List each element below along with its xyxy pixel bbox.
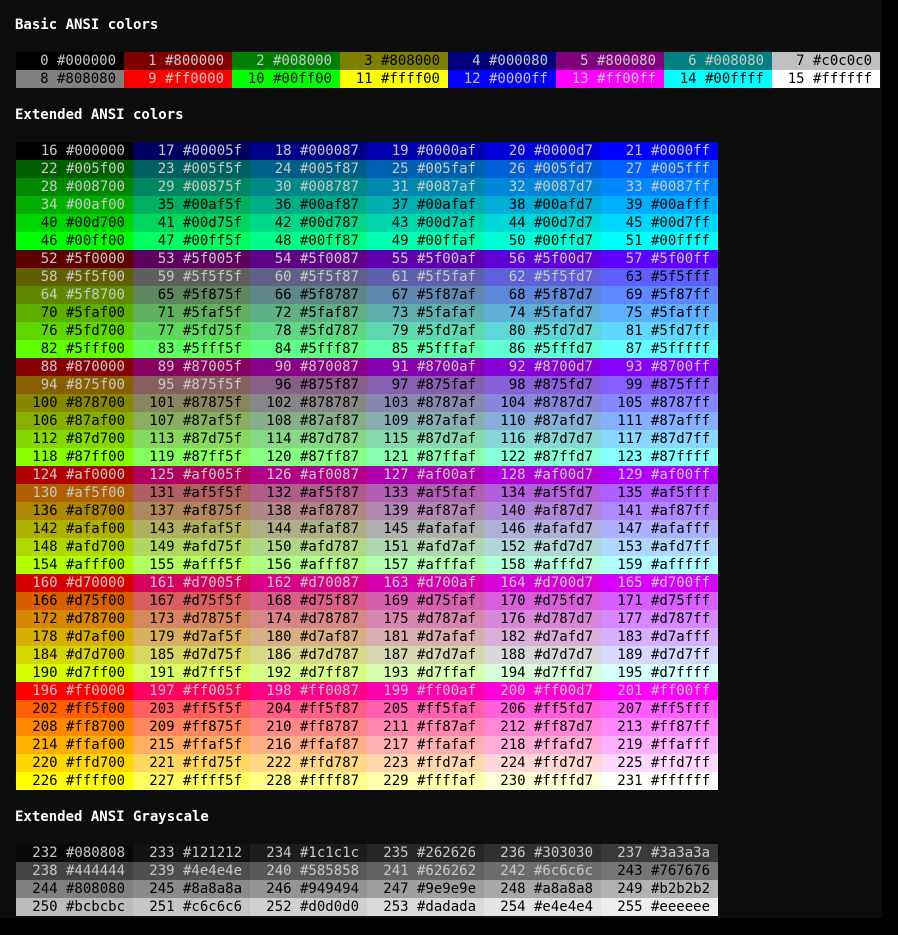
color-cell-228: 228 #ffff87 bbox=[250, 772, 367, 790]
color-cell-150: 150 #afd787 bbox=[250, 538, 367, 556]
color-cell-54: 54 #5f0087 bbox=[250, 250, 367, 268]
color-cell-25: 25 #005faf bbox=[367, 160, 484, 178]
color-cell-153: 153 #afd7ff bbox=[601, 538, 718, 556]
color-cell-90: 90 #870087 bbox=[250, 358, 367, 376]
color-cell-88: 88 #870000 bbox=[16, 358, 133, 376]
color-cell-210: 210 #ff8787 bbox=[250, 718, 367, 736]
color-cell-27: 27 #005fff bbox=[601, 160, 718, 178]
color-cell-103: 103 #8787af bbox=[367, 394, 484, 412]
color-cell-146: 146 #afafd7 bbox=[484, 520, 601, 538]
color-cell-123: 123 #87ffff bbox=[601, 448, 718, 466]
color-cell-138: 138 #af8787 bbox=[250, 502, 367, 520]
color-cell-202: 202 #ff5f00 bbox=[16, 700, 133, 718]
color-cell-248: 248 #a8a8a8 bbox=[484, 880, 601, 898]
color-cell-55: 55 #5f00af bbox=[367, 250, 484, 268]
color-cell-18: 18 #000087 bbox=[250, 142, 367, 160]
color-cell-162: 162 #d70087 bbox=[250, 574, 367, 592]
color-cell-179: 179 #d7af5f bbox=[133, 628, 250, 646]
color-cell-127: 127 #af00af bbox=[367, 466, 484, 484]
color-cell-250: 250 #bcbcbc bbox=[16, 898, 133, 916]
color-cell-12: 12 #0000ff bbox=[448, 70, 556, 88]
color-cell-221: 221 #ffd75f bbox=[133, 754, 250, 772]
color-cell-167: 167 #d75f5f bbox=[133, 592, 250, 610]
color-cell-245: 245 #8a8a8a bbox=[133, 880, 250, 898]
color-cell-246: 246 #949494 bbox=[250, 880, 367, 898]
color-cell-102: 102 #878787 bbox=[250, 394, 367, 412]
color-cell-33: 33 #0087ff bbox=[601, 178, 718, 196]
color-cell-189: 189 #d7d7ff bbox=[601, 646, 718, 664]
color-cell-130: 130 #af5f00 bbox=[16, 484, 133, 502]
color-cell-217: 217 #ffafaf bbox=[367, 736, 484, 754]
color-cell-28: 28 #008700 bbox=[16, 178, 133, 196]
color-cell-10: 10 #00ff00 bbox=[232, 70, 340, 88]
color-cell-172: 172 #d78700 bbox=[16, 610, 133, 628]
color-cell-114: 114 #87d787 bbox=[250, 430, 367, 448]
color-cell-21: 21 #0000ff bbox=[601, 142, 718, 160]
color-cell-231: 231 #ffffff bbox=[601, 772, 718, 790]
color-cell-68: 68 #5f87d7 bbox=[484, 286, 601, 304]
color-cell-71: 71 #5faf5f bbox=[133, 304, 250, 322]
color-cell-160: 160 #d70000 bbox=[16, 574, 133, 592]
color-cell-17: 17 #00005f bbox=[133, 142, 250, 160]
color-cell-145: 145 #afafaf bbox=[367, 520, 484, 538]
color-cell-82: 82 #5fff00 bbox=[16, 340, 133, 358]
color-cell-134: 134 #af5fd7 bbox=[484, 484, 601, 502]
basic-colors-heading: Basic ANSI colors bbox=[15, 17, 159, 33]
color-cell-169: 169 #d75faf bbox=[367, 592, 484, 610]
color-cell-237: 237 #3a3a3a bbox=[601, 844, 718, 862]
color-cell-75: 75 #5fafff bbox=[601, 304, 718, 322]
color-cell-142: 142 #afaf00 bbox=[16, 520, 133, 538]
color-cell-77: 77 #5fd75f bbox=[133, 322, 250, 340]
color-cell-48: 48 #00ff87 bbox=[250, 232, 367, 250]
color-cell-226: 226 #ffff00 bbox=[16, 772, 133, 790]
color-cell-120: 120 #87ff87 bbox=[250, 448, 367, 466]
color-cell-147: 147 #afafff bbox=[601, 520, 718, 538]
color-cell-173: 173 #d7875f bbox=[133, 610, 250, 628]
color-cell-110: 110 #87afd7 bbox=[484, 412, 601, 430]
color-cell-235: 235 #262626 bbox=[367, 844, 484, 862]
color-cell-121: 121 #87ffaf bbox=[367, 448, 484, 466]
color-cell-9: 9 #ff0000 bbox=[124, 70, 232, 88]
color-cell-98: 98 #875fd7 bbox=[484, 376, 601, 394]
color-cell-60: 60 #5f5f87 bbox=[250, 268, 367, 286]
color-cell-94: 94 #875f00 bbox=[16, 376, 133, 394]
color-cell-214: 214 #ffaf00 bbox=[16, 736, 133, 754]
color-cell-78: 78 #5fd787 bbox=[250, 322, 367, 340]
color-cell-42: 42 #00d787 bbox=[250, 214, 367, 232]
color-cell-70: 70 #5faf00 bbox=[16, 304, 133, 322]
color-cell-76: 76 #5fd700 bbox=[16, 322, 133, 340]
color-cell-229: 229 #ffffaf bbox=[367, 772, 484, 790]
color-cell-111: 111 #87afff bbox=[601, 412, 718, 430]
color-cell-156: 156 #afff87 bbox=[250, 556, 367, 574]
color-cell-252: 252 #d0d0d0 bbox=[250, 898, 367, 916]
color-cell-83: 83 #5fff5f bbox=[133, 340, 250, 358]
color-cell-49: 49 #00ffaf bbox=[367, 232, 484, 250]
color-cell-61: 61 #5f5faf bbox=[367, 268, 484, 286]
color-cell-182: 182 #d7afd7 bbox=[484, 628, 601, 646]
color-cell-230: 230 #ffffd7 bbox=[484, 772, 601, 790]
color-cell-238: 238 #444444 bbox=[16, 862, 133, 880]
color-cell-164: 164 #d700d7 bbox=[484, 574, 601, 592]
color-cell-205: 205 #ff5faf bbox=[367, 700, 484, 718]
extended-colors-heading: Extended ANSI colors bbox=[15, 107, 184, 123]
color-cell-107: 107 #87af5f bbox=[133, 412, 250, 430]
color-cell-91: 91 #8700af bbox=[367, 358, 484, 376]
color-cell-56: 56 #5f00d7 bbox=[484, 250, 601, 268]
color-cell-36: 36 #00af87 bbox=[250, 196, 367, 214]
color-cell-181: 181 #d7afaf bbox=[367, 628, 484, 646]
color-cell-212: 212 #ff87d7 bbox=[484, 718, 601, 736]
color-cell-201: 201 #ff00ff bbox=[601, 682, 718, 700]
color-cell-87: 87 #5fffff bbox=[601, 340, 718, 358]
color-cell-3: 3 #808000 bbox=[340, 52, 448, 70]
color-cell-129: 129 #af00ff bbox=[601, 466, 718, 484]
color-cell-108: 108 #87af87 bbox=[250, 412, 367, 430]
color-cell-7: 7 #c0c0c0 bbox=[772, 52, 880, 70]
color-cell-24: 24 #005f87 bbox=[250, 160, 367, 178]
color-cell-0: 0 #000000 bbox=[16, 52, 124, 70]
color-cell-104: 104 #8787d7 bbox=[484, 394, 601, 412]
color-cell-106: 106 #87af00 bbox=[16, 412, 133, 430]
color-cell-180: 180 #d7af87 bbox=[250, 628, 367, 646]
color-cell-124: 124 #af0000 bbox=[16, 466, 133, 484]
color-cell-203: 203 #ff5f5f bbox=[133, 700, 250, 718]
color-cell-144: 144 #afaf87 bbox=[250, 520, 367, 538]
color-cell-23: 23 #005f5f bbox=[133, 160, 250, 178]
color-cell-199: 199 #ff00af bbox=[367, 682, 484, 700]
color-cell-11: 11 #ffff00 bbox=[340, 70, 448, 88]
color-cell-20: 20 #0000d7 bbox=[484, 142, 601, 160]
color-cell-122: 122 #87ffd7 bbox=[484, 448, 601, 466]
color-cell-113: 113 #87d75f bbox=[133, 430, 250, 448]
color-cell-72: 72 #5faf87 bbox=[250, 304, 367, 322]
color-cell-157: 157 #afffaf bbox=[367, 556, 484, 574]
color-cell-137: 137 #af875f bbox=[133, 502, 250, 520]
color-cell-209: 209 #ff875f bbox=[133, 718, 250, 736]
color-cell-5: 5 #800080 bbox=[556, 52, 664, 70]
color-cell-44: 44 #00d7d7 bbox=[484, 214, 601, 232]
color-cell-200: 200 #ff00d7 bbox=[484, 682, 601, 700]
color-cell-84: 84 #5fff87 bbox=[250, 340, 367, 358]
color-cell-133: 133 #af5faf bbox=[367, 484, 484, 502]
color-cell-155: 155 #afff5f bbox=[133, 556, 250, 574]
color-cell-131: 131 #af5f5f bbox=[133, 484, 250, 502]
color-cell-95: 95 #875f5f bbox=[133, 376, 250, 394]
color-cell-80: 80 #5fd7d7 bbox=[484, 322, 601, 340]
color-cell-213: 213 #ff87ff bbox=[601, 718, 718, 736]
color-cell-174: 174 #d78787 bbox=[250, 610, 367, 628]
color-cell-57: 57 #5f00ff bbox=[601, 250, 718, 268]
color-cell-225: 225 #ffd7ff bbox=[601, 754, 718, 772]
color-cell-218: 218 #ffafd7 bbox=[484, 736, 601, 754]
color-cell-53: 53 #5f005f bbox=[133, 250, 250, 268]
color-cell-215: 215 #ffaf5f bbox=[133, 736, 250, 754]
color-cell-187: 187 #d7d7af bbox=[367, 646, 484, 664]
color-cell-31: 31 #0087af bbox=[367, 178, 484, 196]
color-cell-227: 227 #ffff5f bbox=[133, 772, 250, 790]
color-cell-243: 243 #767676 bbox=[601, 862, 718, 880]
color-cell-176: 176 #d787d7 bbox=[484, 610, 601, 628]
color-cell-38: 38 #00afd7 bbox=[484, 196, 601, 214]
color-cell-223: 223 #ffd7af bbox=[367, 754, 484, 772]
color-cell-188: 188 #d7d7d7 bbox=[484, 646, 601, 664]
color-cell-29: 29 #00875f bbox=[133, 178, 250, 196]
color-cell-117: 117 #87d7ff bbox=[601, 430, 718, 448]
color-cell-249: 249 #b2b2b2 bbox=[601, 880, 718, 898]
color-cell-161: 161 #d7005f bbox=[133, 574, 250, 592]
color-cell-208: 208 #ff8700 bbox=[16, 718, 133, 736]
color-cell-64: 64 #5f8700 bbox=[16, 286, 133, 304]
color-cell-194: 194 #d7ffd7 bbox=[484, 664, 601, 682]
color-cell-74: 74 #5fafd7 bbox=[484, 304, 601, 322]
color-cell-216: 216 #ffaf87 bbox=[250, 736, 367, 754]
color-cell-185: 185 #d7d75f bbox=[133, 646, 250, 664]
color-cell-43: 43 #00d7af bbox=[367, 214, 484, 232]
color-cell-86: 86 #5fffd7 bbox=[484, 340, 601, 358]
color-cell-19: 19 #0000af bbox=[367, 142, 484, 160]
color-cell-219: 219 #ffafff bbox=[601, 736, 718, 754]
color-cell-50: 50 #00ffd7 bbox=[484, 232, 601, 250]
color-cell-1: 1 #800000 bbox=[124, 52, 232, 70]
color-cell-116: 116 #87d7d7 bbox=[484, 430, 601, 448]
color-cell-39: 39 #00afff bbox=[601, 196, 718, 214]
color-cell-143: 143 #afaf5f bbox=[133, 520, 250, 538]
color-cell-34: 34 #00af00 bbox=[16, 196, 133, 214]
color-cell-163: 163 #d700af bbox=[367, 574, 484, 592]
color-cell-16: 16 #000000 bbox=[16, 142, 133, 160]
color-cell-47: 47 #00ff5f bbox=[133, 232, 250, 250]
color-cell-62: 62 #5f5fd7 bbox=[484, 268, 601, 286]
color-cell-234: 234 #1c1c1c bbox=[250, 844, 367, 862]
color-cell-67: 67 #5f87af bbox=[367, 286, 484, 304]
color-cell-2: 2 #008000 bbox=[232, 52, 340, 70]
color-cell-186: 186 #d7d787 bbox=[250, 646, 367, 664]
color-cell-41: 41 #00d75f bbox=[133, 214, 250, 232]
color-cell-255: 255 #eeeeee bbox=[601, 898, 718, 916]
color-cell-171: 171 #d75fff bbox=[601, 592, 718, 610]
color-cell-140: 140 #af87d7 bbox=[484, 502, 601, 520]
color-cell-125: 125 #af005f bbox=[133, 466, 250, 484]
color-cell-151: 151 #afd7af bbox=[367, 538, 484, 556]
color-cell-132: 132 #af5f87 bbox=[250, 484, 367, 502]
color-cell-233: 233 #121212 bbox=[133, 844, 250, 862]
color-cell-37: 37 #00afaf bbox=[367, 196, 484, 214]
color-cell-253: 253 #dadada bbox=[367, 898, 484, 916]
color-cell-14: 14 #00ffff bbox=[664, 70, 772, 88]
color-cell-30: 30 #008787 bbox=[250, 178, 367, 196]
color-cell-251: 251 #c6c6c6 bbox=[133, 898, 250, 916]
color-cell-118: 118 #87ff00 bbox=[16, 448, 133, 466]
color-cell-148: 148 #afd700 bbox=[16, 538, 133, 556]
color-cell-22: 22 #005f00 bbox=[16, 160, 133, 178]
color-cell-178: 178 #d7af00 bbox=[16, 628, 133, 646]
color-cell-184: 184 #d7d700 bbox=[16, 646, 133, 664]
color-cell-207: 207 #ff5fff bbox=[601, 700, 718, 718]
color-cell-193: 193 #d7ffaf bbox=[367, 664, 484, 682]
color-cell-26: 26 #005fd7 bbox=[484, 160, 601, 178]
color-cell-241: 241 #626262 bbox=[367, 862, 484, 880]
color-cell-115: 115 #87d7af bbox=[367, 430, 484, 448]
color-cell-195: 195 #d7ffff bbox=[601, 664, 718, 682]
color-cell-40: 40 #00d700 bbox=[16, 214, 133, 232]
color-cell-166: 166 #d75f00 bbox=[16, 592, 133, 610]
color-cell-136: 136 #af8700 bbox=[16, 502, 133, 520]
color-cell-32: 32 #0087d7 bbox=[484, 178, 601, 196]
color-cell-4: 4 #000080 bbox=[448, 52, 556, 70]
color-cell-85: 85 #5fffaf bbox=[367, 340, 484, 358]
color-cell-139: 139 #af87af bbox=[367, 502, 484, 520]
color-cell-46: 46 #00ff00 bbox=[16, 232, 133, 250]
color-cell-97: 97 #875faf bbox=[367, 376, 484, 394]
color-cell-197: 197 #ff005f bbox=[133, 682, 250, 700]
color-cell-93: 93 #8700ff bbox=[601, 358, 718, 376]
color-cell-51: 51 #00ffff bbox=[601, 232, 718, 250]
color-cell-119: 119 #87ff5f bbox=[133, 448, 250, 466]
color-cell-58: 58 #5f5f00 bbox=[16, 268, 133, 286]
color-cell-59: 59 #5f5f5f bbox=[133, 268, 250, 286]
color-cell-192: 192 #d7ff87 bbox=[250, 664, 367, 682]
color-cell-52: 52 #5f0000 bbox=[16, 250, 133, 268]
color-cell-198: 198 #ff0087 bbox=[250, 682, 367, 700]
color-cell-100: 100 #878700 bbox=[16, 394, 133, 412]
color-cell-170: 170 #d75fd7 bbox=[484, 592, 601, 610]
color-cell-183: 183 #d7afff bbox=[601, 628, 718, 646]
color-cell-159: 159 #afffff bbox=[601, 556, 718, 574]
color-cell-109: 109 #87afaf bbox=[367, 412, 484, 430]
color-cell-66: 66 #5f8787 bbox=[250, 286, 367, 304]
color-cell-204: 204 #ff5f87 bbox=[250, 700, 367, 718]
color-cell-126: 126 #af0087 bbox=[250, 466, 367, 484]
color-cell-128: 128 #af00d7 bbox=[484, 466, 601, 484]
color-cell-96: 96 #875f87 bbox=[250, 376, 367, 394]
color-cell-224: 224 #ffd7d7 bbox=[484, 754, 601, 772]
color-cell-236: 236 #303030 bbox=[484, 844, 601, 862]
color-cell-165: 165 #d700ff bbox=[601, 574, 718, 592]
color-cell-175: 175 #d787af bbox=[367, 610, 484, 628]
color-cell-242: 242 #6c6c6c bbox=[484, 862, 601, 880]
color-cell-13: 13 #ff00ff bbox=[556, 70, 664, 88]
color-cell-92: 92 #8700d7 bbox=[484, 358, 601, 376]
color-cell-190: 190 #d7ff00 bbox=[16, 664, 133, 682]
color-cell-8: 8 #808080 bbox=[16, 70, 124, 88]
color-cell-45: 45 #00d7ff bbox=[601, 214, 718, 232]
color-cell-211: 211 #ff87af bbox=[367, 718, 484, 736]
color-cell-239: 239 #4e4e4e bbox=[133, 862, 250, 880]
color-cell-206: 206 #ff5fd7 bbox=[484, 700, 601, 718]
color-cell-149: 149 #afd75f bbox=[133, 538, 250, 556]
color-cell-254: 254 #e4e4e4 bbox=[484, 898, 601, 916]
color-cell-244: 244 #808080 bbox=[16, 880, 133, 898]
color-cell-154: 154 #afff00 bbox=[16, 556, 133, 574]
color-cell-69: 69 #5f87ff bbox=[601, 286, 718, 304]
color-cell-135: 135 #af5fff bbox=[601, 484, 718, 502]
color-cell-35: 35 #00af5f bbox=[133, 196, 250, 214]
color-cell-220: 220 #ffd700 bbox=[16, 754, 133, 772]
color-cell-168: 168 #d75f87 bbox=[250, 592, 367, 610]
grayscale-heading: Extended ANSI Grayscale bbox=[15, 809, 209, 825]
color-cell-105: 105 #8787ff bbox=[601, 394, 718, 412]
color-cell-240: 240 #585858 bbox=[250, 862, 367, 880]
color-cell-196: 196 #ff0000 bbox=[16, 682, 133, 700]
color-cell-191: 191 #d7ff5f bbox=[133, 664, 250, 682]
color-cell-81: 81 #5fd7ff bbox=[601, 322, 718, 340]
color-cell-63: 63 #5f5fff bbox=[601, 268, 718, 286]
color-cell-15: 15 #ffffff bbox=[772, 70, 880, 88]
color-cell-73: 73 #5fafaf bbox=[367, 304, 484, 322]
color-cell-232: 232 #080808 bbox=[16, 844, 133, 862]
color-cell-177: 177 #d787ff bbox=[601, 610, 718, 628]
color-cell-89: 89 #87005f bbox=[133, 358, 250, 376]
color-cell-158: 158 #afffd7 bbox=[484, 556, 601, 574]
color-cell-152: 152 #afd7d7 bbox=[484, 538, 601, 556]
color-cell-222: 222 #ffd787 bbox=[250, 754, 367, 772]
color-cell-6: 6 #008080 bbox=[664, 52, 772, 70]
color-cell-247: 247 #9e9e9e bbox=[367, 880, 484, 898]
color-cell-65: 65 #5f875f bbox=[133, 286, 250, 304]
color-cell-141: 141 #af87ff bbox=[601, 502, 718, 520]
color-cell-99: 99 #875fff bbox=[601, 376, 718, 394]
color-cell-101: 101 #87875f bbox=[133, 394, 250, 412]
color-cell-112: 112 #87d700 bbox=[16, 430, 133, 448]
color-cell-79: 79 #5fd7af bbox=[367, 322, 484, 340]
